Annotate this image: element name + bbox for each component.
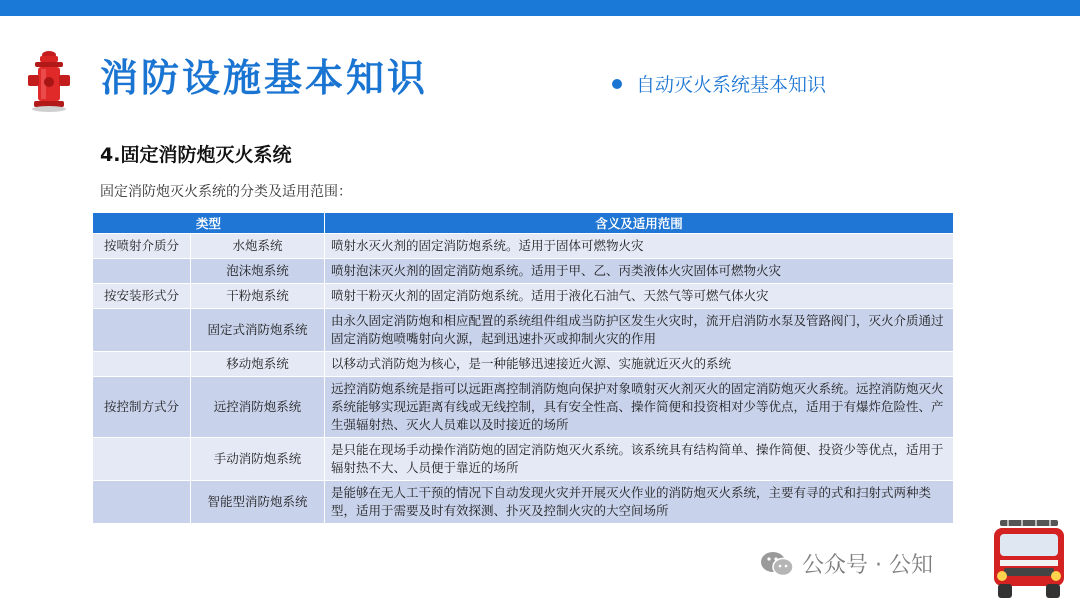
table-row <box>93 309 954 352</box>
watermark <box>760 548 933 579</box>
row-group <box>93 259 191 284</box>
row-group: 按喷射介质分 <box>93 234 191 259</box>
table-row <box>93 377 954 438</box>
row-group: 按控制方式分 <box>93 377 191 438</box>
row-group <box>93 309 191 352</box>
wechat-icon <box>760 550 794 578</box>
top-accent-bar <box>0 0 1080 16</box>
table-row <box>93 284 954 309</box>
row-group <box>93 481 191 524</box>
row-system-name: 手动消防炮系统 <box>191 438 325 481</box>
section-subtitle: 4.固定消防炮灭火系统 <box>100 144 292 166</box>
row-description: 远控消防炮系统是指可以远距离控制消防炮向保护对象喷射灭火剂灭火的固定消防炮灭火系统。远控消防炮灭火系统能够实现远距离有线或无线控制，具有安全性高、操作简便和投资相对少等优点，适用于有爆炸危险性、产生强辐射热、灭火人员难以及时接近的场所 <box>325 377 954 438</box>
row-system-name: 移动炮系统 <box>191 352 325 377</box>
row-description: 是只能在现场手动操作消防炮的固定消防炮灭火系统。该系统具有结构简单、操作简便、投资少等优点，适用于辐射热不大、人员便于靠近的场所 <box>325 438 954 481</box>
row-system-name: 固定式消防炮系统 <box>191 309 325 352</box>
section-tag-label: 自动灭火系统基本知识 <box>636 74 827 96</box>
row-description: 是能够在无人工干预的情况下自动发现火灾并开展灭火作业的消防炮灭火系统，主要有寻的式和扫射式两种类型，适用于需要及时有效探测、扑灭及控制火灾的大空间场所 <box>325 481 954 524</box>
row-group: 按安装形式分 <box>93 284 191 309</box>
row-group <box>93 438 191 481</box>
row-system-name: 泡沫炮系统 <box>191 259 325 284</box>
bullet-dot-icon <box>612 79 622 89</box>
table-row <box>93 438 954 481</box>
row-description: 喷射泡沫灭火剂的固定消防炮系统。适用于甲、乙、丙类液体火灾固体可燃物火灾 <box>325 259 954 284</box>
row-description: 由永久固定消防炮和相应配置的系统组件组成当防护区发生火灾时，流开启消防水泵及管路阀门，灭火介质通过固定消防炮喷嘴射向火源，起到迅速扑灭或抑制火灾的作用 <box>325 309 954 352</box>
watermark-text: 公众号 · 公知 <box>802 553 933 578</box>
page-title: 消防设施基本知识 <box>100 56 429 100</box>
classification-table <box>92 212 954 524</box>
fire-hydrant-icon <box>26 48 72 112</box>
table-header-row <box>93 213 954 234</box>
fire-truck-icon <box>988 518 1070 602</box>
row-description: 以移动式消防炮为核心，是一种能够迅速接近火源、实施就近灭火的系统 <box>325 352 954 377</box>
row-description: 喷射水灭火剂的固定消防炮系统。适用于固体可燃物火灾 <box>325 234 954 259</box>
row-system-name: 智能型消防炮系统 <box>191 481 325 524</box>
row-description: 喷射干粉灭火剂的固定消防炮系统。适用于液化石油气、天然气等可燃气体火灾 <box>325 284 954 309</box>
header-description: 含义及适用范围 <box>325 213 954 234</box>
table-row <box>93 234 954 259</box>
header-type: 类型 <box>93 213 325 234</box>
section-tag <box>612 70 826 97</box>
table-row <box>93 352 954 377</box>
intro-text: 固定消防炮灭火系统的分类及适用范围： <box>100 184 352 200</box>
row-system-name: 水炮系统 <box>191 234 325 259</box>
row-group <box>93 352 191 377</box>
row-system-name: 远控消防炮系统 <box>191 377 325 438</box>
row-system-name: 干粉炮系统 <box>191 284 325 309</box>
table-row <box>93 259 954 284</box>
table-row <box>93 481 954 524</box>
